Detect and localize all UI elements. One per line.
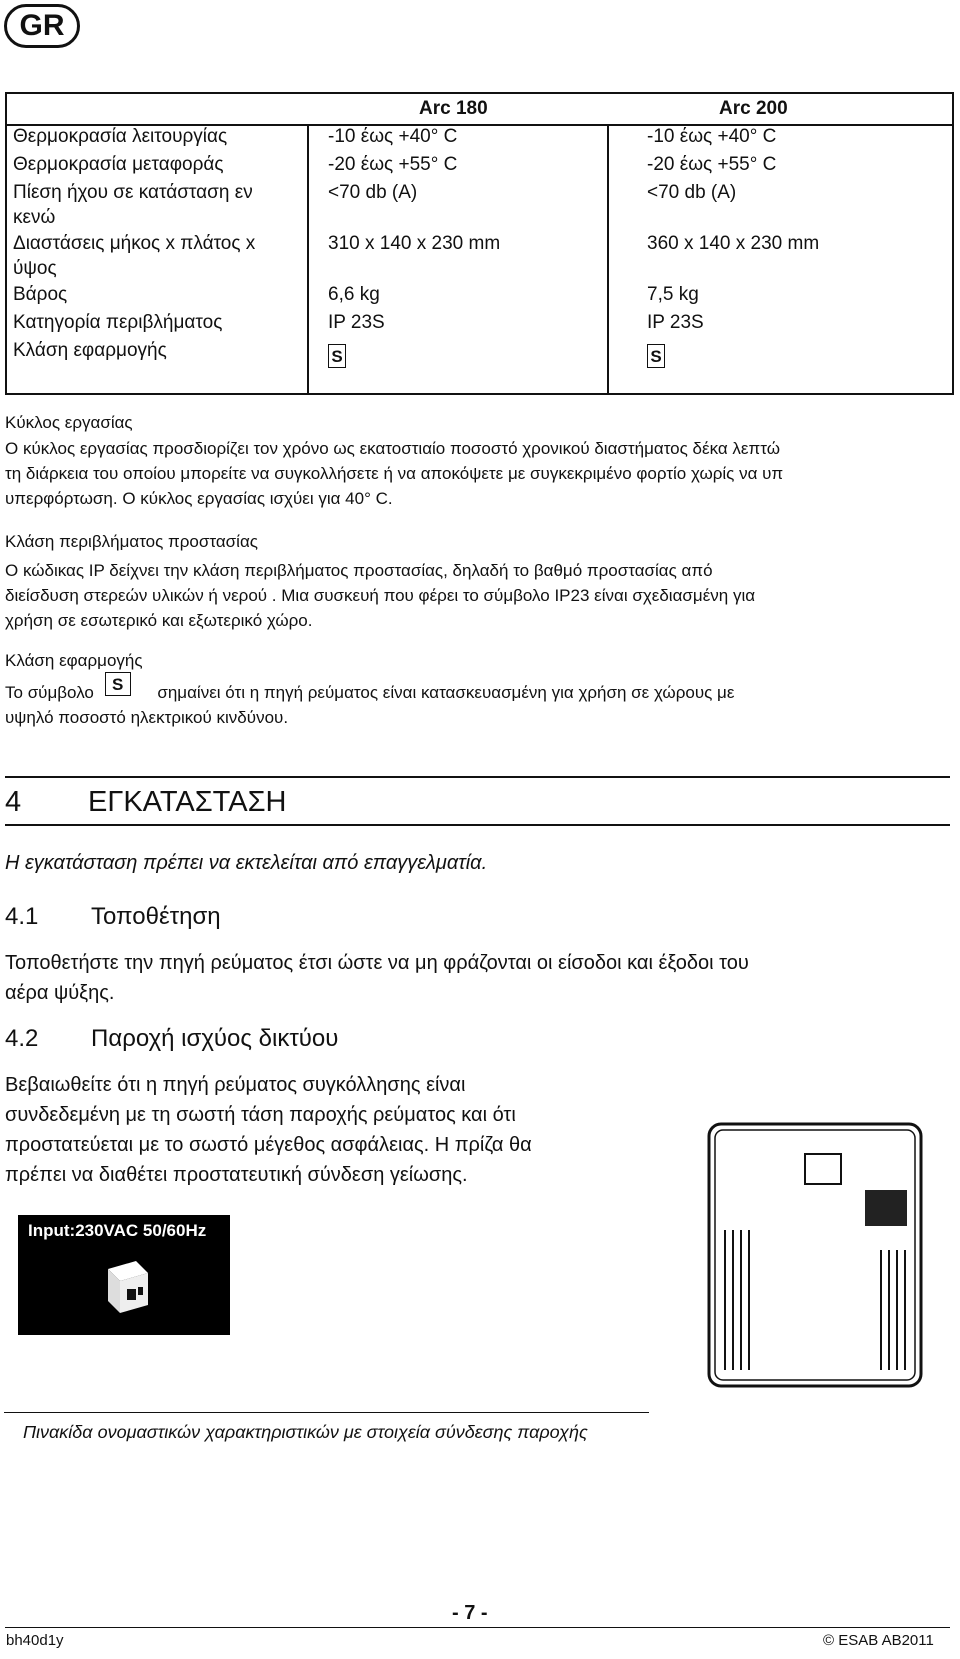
body-line: προστατεύεται με το σωστό μέγεθος ασφάλειας. Η πρίζα θα — [5, 1134, 532, 1156]
language-badge: GR — [4, 4, 80, 48]
row-label: Κατηγορία περιβλήματος — [13, 312, 223, 333]
col-header-arc200: Arc 200 — [719, 98, 788, 119]
rating-plate — [18, 1215, 230, 1335]
copyright: © ESAB AB2011 — [823, 1632, 934, 1649]
enclosure-line: χρήση σε εσωτερικό και εξωτερικό χώρο. — [5, 611, 313, 630]
appclass-line: υψηλό ποσοστό ηλεκτρικού κινδύνου. — [5, 708, 289, 727]
section-rule — [5, 776, 950, 778]
row-value-arc200: IP 23S — [647, 312, 704, 333]
row-value-arc200: 360 x 140 x 230 mm — [647, 233, 820, 254]
row-value-arc180: 6,6 kg — [328, 284, 380, 305]
s-class-symbol: S — [328, 344, 346, 368]
col-header-arc180: Arc 180 — [419, 98, 488, 119]
body-line: Βεβαιωθείτε ότι η πηγή ρεύματος συγκόλλησης είναι — [5, 1074, 466, 1096]
body-line: Τοποθετήστε την πηγή ρεύματος έτσι ώστε να μη φράζονται οι είσοδοι και έξοδοι του — [5, 952, 749, 974]
page-number: - 7 - — [452, 1602, 488, 1624]
row-label: Διαστάσεις μήκος x πλάτος x ύψος — [13, 233, 256, 279]
row-label: Θερμοκρασία λειτουργίας — [13, 126, 228, 147]
section-rule — [5, 824, 950, 826]
s-class-symbol: S — [105, 672, 131, 696]
duty-heading: Κύκλος εργασίας — [5, 413, 133, 432]
row-label: Βάρος — [13, 284, 68, 305]
enclosure-heading: Κλάση περιβλήματος προστασίας — [5, 532, 258, 551]
subsection-number: 4.1 — [5, 903, 39, 930]
subsection-title: Τοποθέτηση — [91, 903, 221, 930]
section-title: ΕΓΚΑΤΑΣΤΑΣΗ — [88, 786, 287, 818]
footer-rule — [5, 1627, 950, 1628]
row-label: Πίεση ήχου σε κατάσταση εν κενώ — [13, 182, 253, 228]
row-value-arc180: <70 db (A) — [328, 182, 418, 203]
appclass-heading: Κλάση εφαρμογής — [5, 651, 143, 670]
spec-table — [5, 92, 954, 395]
doc-code: bh40d1y — [6, 1632, 64, 1649]
row-value-arc200: 7,5 kg — [647, 284, 699, 305]
row-value-arc200: <70 db (A) — [647, 182, 737, 203]
figure-caption: Πινακίδα ονομαστικών χαρακτηριστικών με στοιχεία σύνδεσης παροχής — [23, 1422, 588, 1442]
row-value-arc200: -20 έως +55° C — [647, 154, 777, 175]
enclosure-line: διείσδυση στερεών υλικών ή νερού . Μια συσκευή που φέρει το σύμβολο IP23 είναι σχεδιασμένη για — [5, 586, 756, 605]
row-label: Κλάση εφαρμογής — [13, 340, 167, 361]
body-line: συνδεδεμένη με τη σωστή τάση παροχής ρεύματος και ότι — [5, 1104, 516, 1126]
row-label: Θερμοκρασία μεταφοράς — [13, 154, 224, 175]
subsection-title: Παροχή ισχύος δικτύου — [91, 1025, 339, 1052]
duty-line: Ο κύκλος εργασίας προσδιορίζει τον χρόνο ως εκατοστιαίο ποσοστό χρονικού διαστήματος δέκα λεπτώ — [5, 439, 780, 458]
row-value-arc180: -10 έως +40° C — [328, 126, 458, 147]
duty-line: υπερφόρτωση. Ο κύκλος εργασίας ισχύει για 40° C. — [5, 489, 393, 508]
duty-line: τη διάρκεια του οποίου μπορείτε να συγκολλήσετε ή να αποκόψετε με συγκεκριμένο φορτίο χωρίς να υπ — [5, 464, 784, 483]
machine-rear-drawing — [705, 1120, 945, 1390]
section-number: 4 — [5, 786, 22, 818]
row-value-arc180: IP 23S — [328, 312, 385, 333]
caption-rule — [4, 1412, 649, 1413]
row-value-arc180: -20 έως +55° C — [328, 154, 458, 175]
body-line: αέρα ψύξης. — [5, 982, 115, 1004]
table-col-line — [607, 126, 609, 393]
row-value-arc180: 310 x 140 x 230 mm — [328, 233, 501, 254]
body-line: πρέπει να διαθέτει προστατευτική σύνδεση γείωσης. — [5, 1164, 468, 1186]
appclass-line: Το σύμβολο S σημαίνει ότι η πηγή ρεύματος είναι κατασκευασμένη για χρήση σε χώρους με — [5, 680, 734, 705]
section-note: Η εγκατάσταση πρέπει να εκτελείται από επαγγελματία. — [5, 852, 488, 874]
rating-plate-text: Input:230VAC 50/60Hz — [28, 1221, 207, 1240]
table-col-line — [307, 126, 309, 393]
s-class-symbol: S — [647, 344, 665, 368]
row-value-arc200: -10 έως +40° C — [647, 126, 777, 147]
plug-icon — [100, 1251, 158, 1321]
enclosure-line: Ο κώδικας IP δείχνει την κλάση περιβλήματος προστασίας, δηλαδή το βαθμό προστασίας από — [5, 561, 713, 580]
subsection-number: 4.2 — [5, 1025, 39, 1052]
